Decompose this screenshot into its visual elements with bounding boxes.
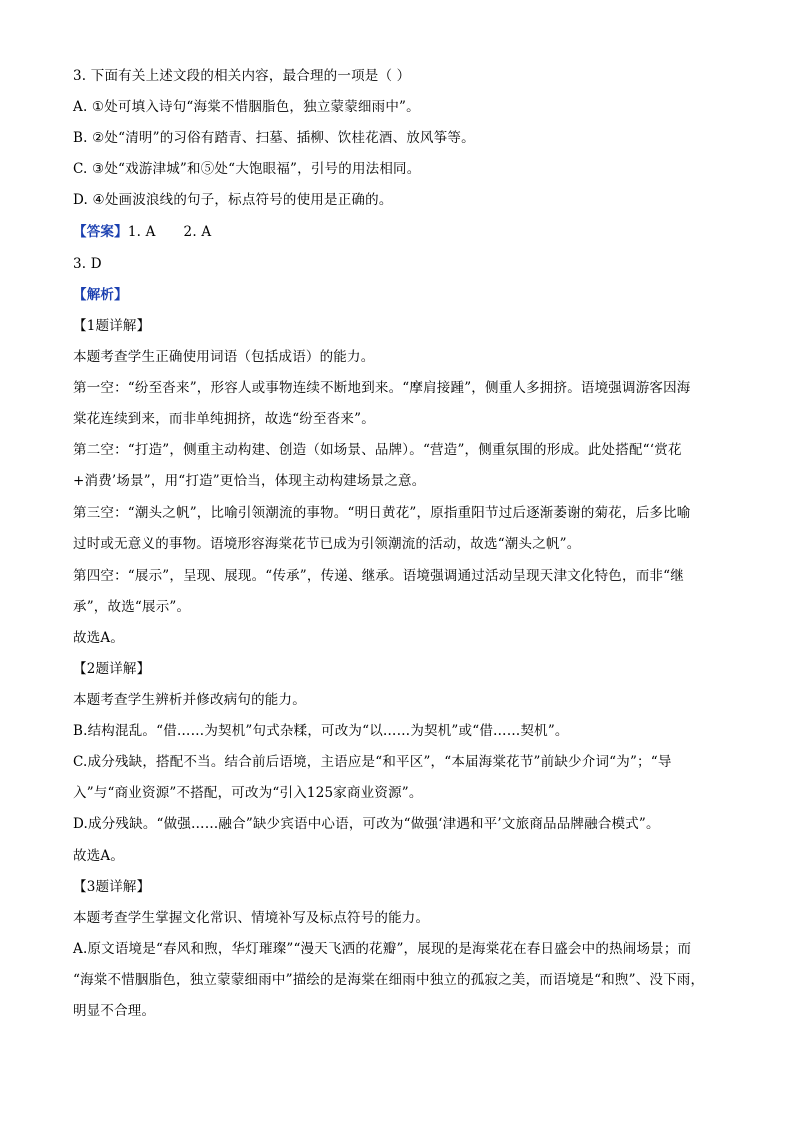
analysis-tag: 【解析】 <box>73 287 128 303</box>
detail-2-line: D.成分残缺。“做强……融合”缺少宾语中心语，可改为“做强‘津遇和平’文旅商品品牌融合模式”。 <box>73 816 660 832</box>
detail-1-line: 第四空：“展示”，呈现、展现。“传承”，传递、继承。语境强调通过活动呈现天津文化特色，而非“继 <box>73 568 684 584</box>
question-3-option-b: B. ②处“清明”的习俗有踏青、扫墓、插柳、饮桂花酒、放风筝等。 <box>73 130 475 146</box>
detail-2-line: 故选A。 <box>73 848 125 864</box>
detail-2-line: 入”与“商业资源”不搭配，可改为“引入125家商业资源”。 <box>73 785 423 801</box>
question-3-option-c: C. ③处“戏游津城”和⑤处“大饱眼福”，引号的用法相同。 <box>73 161 421 177</box>
detail-1-line: 过时或无意义的事物。语境形容海棠花节已成为引领潮流的活动，故选“潮头之帆”。 <box>73 536 581 552</box>
answer-tag: 【答案】 <box>73 224 128 240</box>
detail-3-line: “海棠不惜胭脂色，独立蒙蒙细雨中”描绘的是海棠在细雨中独立的孤寂之美，而语境是“和煦”、没下雨， <box>73 972 705 988</box>
question-3-option-a: A. ①处可填入诗句“海棠不惜胭脂色，独立蒙蒙细雨中”。 <box>73 99 420 115</box>
detail-1-line: 第一空：“纷至沓来”，形容人或事物连续不断地到来。“摩肩接踵”，侧重人多拥挤。语境强调游客因海 <box>73 380 691 396</box>
answer-line <box>73 222 211 242</box>
detail-2-line: C.成分残缺，搭配不当。结合前后语境，主语应是“和平区”，“本届海棠花节”前缺少介词“为”；“导 <box>73 754 672 770</box>
question-3-option-d: D. ④处画波浪线的句子，标点符号的使用是正确的。 <box>73 192 393 208</box>
detail-1-line: +消费’场景”，用“打造”更恰当，体现主动构建场景之意。 <box>73 473 426 489</box>
answer-1: 1. A <box>127 224 156 240</box>
detail-1-line: 第三空：“潮头之帆”，比喻引领潮流的事物。“明日黄花”，原指重阳节过后逐渐萎谢的菊花，后多比喻 <box>73 505 691 521</box>
detail-1-line: 棠花连续到来，而非单纯拥挤，故选“纷至沓来”。 <box>73 411 375 427</box>
answer-3: 3. D <box>73 256 102 272</box>
detail-3-heading: 【3题详解】 <box>73 879 151 895</box>
question-3-stem: 3. 下面有关上述文段的相关内容，最合理的一项是（ ） <box>73 68 411 84</box>
answer-2: 2. A <box>183 224 212 240</box>
detail-1-line: 故选A。 <box>73 630 125 646</box>
detail-2-line: 本题考查学生辨析并修改病句的能力。 <box>73 692 306 708</box>
detail-2-heading: 【2题详解】 <box>73 661 151 677</box>
detail-3-line: A.原文语境是“春风和煦，华灯璀璨”“漫天飞洒的花瓣”，展现的是海棠花在春日盛会中的热闹场景；而 <box>73 941 692 957</box>
detail-3-line: 明显不合理。 <box>73 1003 156 1019</box>
detail-1-heading: 【1题详解】 <box>73 318 151 334</box>
detail-1-line: 本题考查学生正确使用词语（包括成语）的能力。 <box>73 349 375 365</box>
detail-1-line: 承”，故选“展示”。 <box>73 599 191 615</box>
detail-3-line: 本题考查学生掌握文化常识、情境补写及标点符号的能力。 <box>73 910 430 926</box>
detail-2-line: B.结构混乱。“借……为契机”句式杂糅，可改为“以……为契机”或“借……契机”。 <box>73 723 569 739</box>
detail-1-line: 第二空：“打造”，侧重主动构建、创造（如场景、品牌）。“营造”，侧重氛围的形成。此处搭配“‘赏花 <box>73 442 682 458</box>
